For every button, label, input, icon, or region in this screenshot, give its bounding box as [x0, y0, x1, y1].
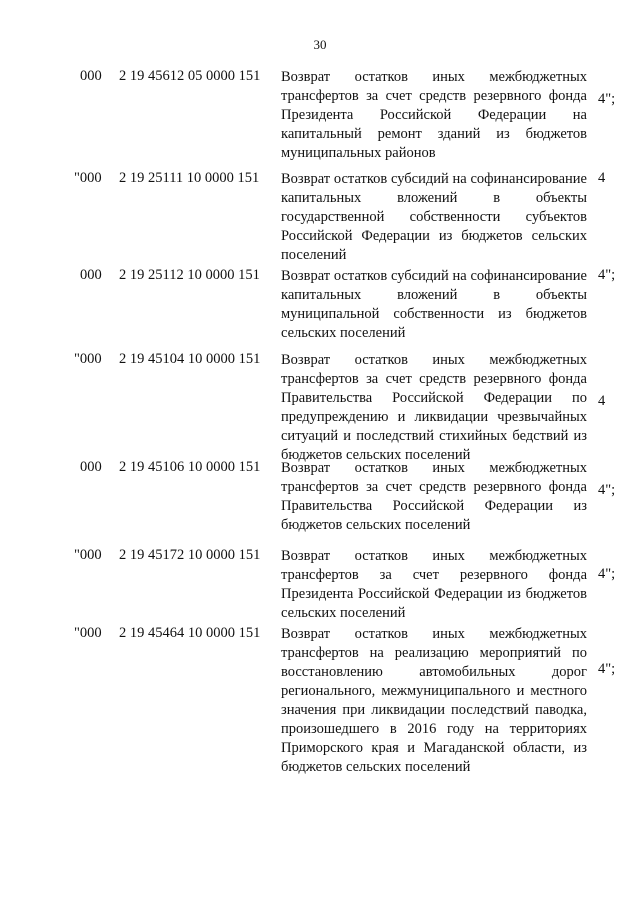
- admin-code: "000: [74, 625, 102, 641]
- admin-code: "000: [74, 547, 102, 563]
- admin-code: 000: [80, 267, 102, 283]
- page-number: 30: [313, 37, 327, 52]
- row-description: Возврат остатков субсидий на софинансирование капитальных вложений в объекты муниципальной собственности из бюджетов сельских поселений: [281, 268, 587, 341]
- row-suffix: 4";: [598, 566, 616, 582]
- row-description: Возврат остатков иных межбюджетных трансфертов за счет резервного фонда Президента Российской Федерации из бюджетов сельских поселений: [281, 548, 587, 621]
- row-suffix: 4: [598, 170, 606, 186]
- row-suffix: 4: [598, 393, 606, 409]
- row-suffix: 4";: [598, 91, 616, 107]
- row-description: Возврат остатков иных межбюджетных трансфертов за счет средств резервного фонда Правительства Российской Федерации по предупреждению и ликвидации чрезвычайных ситуаций и последствий стихийных бедствий из бюджетов сельских поселений: [281, 352, 587, 463]
- budget-classification-code: 2 19 45172 10 0000 151: [119, 547, 261, 563]
- row-suffix: 4";: [598, 661, 616, 677]
- budget-classification-code: 2 19 45106 10 0000 151: [119, 459, 261, 475]
- row-suffix: 4";: [598, 482, 616, 498]
- budget-classification-code: 2 19 45104 10 0000 151: [119, 351, 261, 367]
- row-description: Возврат остатков иных межбюджетных трансфертов за счет средств резервного фонда Правительства Российской Федерации из бюджетов сельских поселений: [281, 460, 587, 533]
- row-description: Возврат остатков иных межбюджетных трансфертов на реализацию мероприятий по восстановлению автомобильных дорог регионального, межмуниципального и местного значения при ликвидации последствий паводка, произошедшего в 2016 году на территориях Приморского края и Магаданской области, из бюджетов сельских поселений: [281, 626, 587, 775]
- row-description: Возврат остатков иных межбюджетных трансфертов за счет средств резервного фонда Президента Российской Федерации на капитальный ремонт зданий из бюджетов муниципальных районов: [281, 69, 587, 161]
- row-suffix: 4";: [598, 267, 616, 283]
- admin-code: "000: [74, 351, 102, 367]
- budget-classification-code: 2 19 45464 10 0000 151: [119, 625, 261, 641]
- budget-classification-code: 2 19 25112 10 0000 151: [119, 267, 260, 283]
- admin-code: 000: [80, 68, 102, 84]
- admin-code: "000: [74, 170, 102, 186]
- admin-code: 000: [80, 459, 102, 475]
- budget-classification-code: 2 19 25111 10 0000 151: [119, 170, 260, 186]
- budget-classification-code: 2 19 45612 05 0000 151: [119, 68, 261, 84]
- row-description: Возврат остатков субсидий на софинансирование капитальных вложений в объекты государственной собственности субъектов Российской Федерации из бюджетов сельских поселений: [281, 171, 587, 263]
